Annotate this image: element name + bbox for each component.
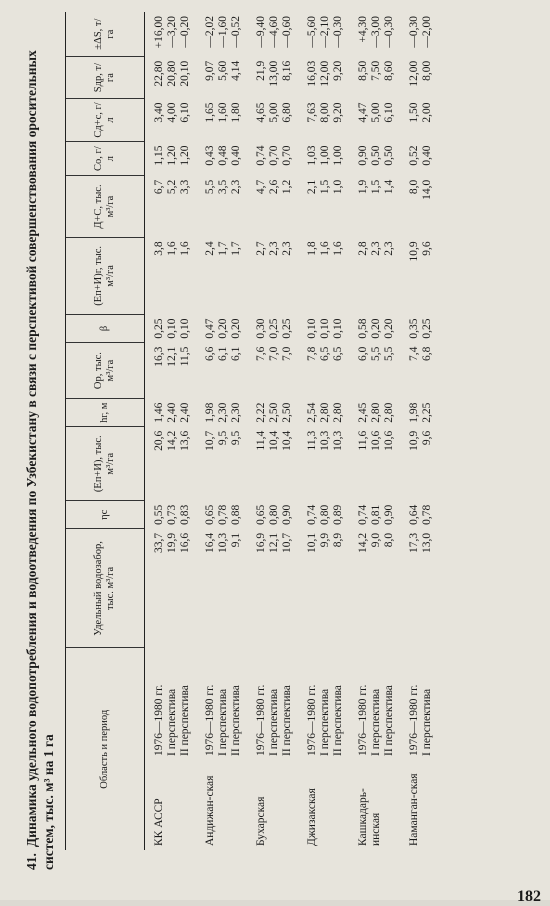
cell-value: 2,80 (370, 402, 382, 423)
cell-value: 4,14 (230, 60, 242, 81)
cell-value: 2,30 (230, 402, 242, 423)
cell-value: 0,52 (408, 145, 420, 166)
cell-value: 0,50 (383, 145, 395, 166)
cell-value: —0,30 (332, 16, 344, 48)
cell-value: 9,9 (319, 532, 331, 548)
cell-value: 0,90 (383, 504, 395, 525)
table-body (145, 12, 435, 850)
cell-value: 0,80 (268, 504, 280, 525)
cell-value: 16,6 (179, 532, 191, 553)
page-number: 182 (517, 888, 541, 905)
cell-value: 12,1 (166, 346, 178, 367)
table-row (243, 12, 268, 850)
table-row (145, 12, 167, 850)
cell-value: 11,4 (255, 430, 267, 451)
rotated-page-content (15, 12, 545, 905)
table-row (383, 12, 396, 850)
region-name: Андижан-ская (204, 775, 216, 846)
cell-value: 0,65 (255, 504, 267, 525)
cell-value: 0,73 (166, 504, 178, 525)
cell-value: 20,80 (166, 60, 178, 87)
cell-value: 0,40 (230, 145, 242, 166)
cell-value: 0,70 (281, 145, 293, 166)
cell-value: 0,10 (319, 318, 331, 339)
period-label: 1976—1980 гг. (204, 684, 216, 756)
cell-value: 7,6 (255, 346, 267, 361)
cell-value: 1,6 (319, 241, 331, 256)
cell-value: 1,8 (306, 241, 318, 256)
region-name: Джизакская (306, 788, 318, 846)
table-row (166, 12, 179, 850)
cell-value: 16,4 (204, 532, 216, 553)
cell-value: 10,9 (408, 241, 420, 262)
cell-value: 16,03 (306, 60, 318, 87)
cell-value: —2,00 (421, 16, 433, 48)
cell-value: 0,47 (204, 318, 216, 339)
cell-value: 0,20 (383, 318, 395, 339)
header-col-1: Удельный водозабор, тыс. м³/га (66, 529, 145, 648)
cell-value: —5,60 (306, 16, 318, 48)
header-col-11: Sдр, т/га (66, 57, 145, 99)
cell-value: 2,3 (268, 241, 280, 256)
cell-value: 0,20 (370, 318, 382, 339)
cell-value: 0,50 (370, 145, 382, 166)
cell-value: 3,8 (153, 241, 165, 256)
cell-value: 1,6 (179, 241, 191, 256)
table-row (179, 12, 192, 850)
cell-value: 17,3 (408, 532, 420, 553)
cell-value: 6,7 (153, 179, 165, 195)
cell-value: 2,00 (421, 102, 433, 123)
table-row (370, 12, 383, 850)
cell-value: 10,1 (306, 532, 318, 553)
cell-value: 0,83 (179, 504, 191, 525)
cell-value: 1,80 (230, 102, 242, 123)
cell-value: 9,20 (332, 102, 344, 123)
cell-value: 2,22 (255, 402, 267, 423)
cell-value: 9,5 (230, 430, 242, 446)
cell-value: —9,40 (255, 16, 267, 48)
cell-value: —4,60 (268, 16, 280, 48)
period-label: I перспектива (319, 688, 331, 756)
cell-value: 0,64 (408, 504, 420, 525)
cell-value: 1,00 (319, 145, 331, 166)
cell-value: 0,30 (255, 318, 267, 339)
cell-value: 14,2 (166, 430, 178, 451)
cell-value: 0,74 (357, 504, 369, 525)
cell-value: 2,40 (179, 402, 191, 423)
table-caption (23, 50, 57, 870)
cell-value: 0,70 (268, 145, 280, 166)
cell-value: 1,6 (332, 241, 344, 256)
cell-value: 0,78 (421, 504, 433, 525)
cell-value: 13,6 (179, 430, 191, 451)
cell-value: 13,00 (268, 60, 280, 87)
cell-value: 4,65 (255, 102, 267, 123)
cell-value: 3,40 (153, 102, 165, 123)
cell-value: 0,25 (421, 318, 433, 339)
cell-value: 12,1 (268, 532, 280, 553)
cell-value: 2,80 (332, 402, 344, 423)
cell-value: 2,80 (319, 402, 331, 423)
cell-value: 10,3 (217, 532, 229, 553)
cell-value: 2,40 (166, 402, 178, 423)
cell-value: 4,47 (357, 102, 369, 123)
region-name: Кашкадарь-инская (357, 788, 382, 846)
cell-value: 1,50 (408, 102, 420, 123)
table-title: Динамика удельного водопотребления и водоотведения по Узбекистану в связи с перспективой совершенствования оросительных систем, тыс. м³ на 1 га (24, 50, 56, 870)
table-row (230, 12, 243, 850)
cell-value: 2,7 (255, 241, 267, 256)
cell-value: 10,9 (408, 430, 420, 451)
cell-value: 1,20 (179, 145, 191, 166)
cell-value: 2,45 (357, 402, 369, 423)
cell-value: —3,00 (370, 16, 382, 48)
cell-value: —0,30 (383, 16, 395, 48)
cell-value: 10,4 (281, 430, 293, 451)
cell-value: —3,20 (166, 16, 178, 48)
cell-value: 8,0 (408, 179, 420, 195)
cell-value: 10,6 (383, 430, 395, 451)
table-row (421, 12, 434, 850)
cell-value: 0,10 (179, 318, 191, 339)
cell-value: 10,3 (319, 430, 331, 451)
period-label: I перспектива (268, 688, 280, 756)
cell-value: 6,0 (357, 346, 369, 361)
period-label: 1976—1980 гг. (306, 684, 318, 756)
cell-value: 2,50 (268, 402, 280, 423)
cell-value: 2,3 (281, 241, 293, 256)
header-col-10: Cд+с, г/л (66, 98, 145, 141)
cell-value: —1,60 (217, 16, 229, 48)
cell-value: 1,60 (217, 102, 229, 123)
cell-value: 0,74 (255, 145, 267, 166)
cell-value: 8,16 (281, 60, 293, 81)
period-label: II перспектива (383, 685, 395, 756)
cell-value: 5,5 (204, 179, 216, 195)
cell-value: +16,00 (153, 16, 165, 49)
cell-value: 1,65 (204, 102, 216, 123)
period-label: 1976—1980 гг. (357, 684, 369, 756)
cell-value: 1,98 (408, 402, 420, 423)
region-name: Наманган-ская (408, 773, 420, 846)
cell-value: 2,4 (204, 241, 216, 256)
cell-value: 8,00 (421, 60, 433, 81)
cell-value: 10,7 (204, 430, 216, 451)
table-header-row (66, 12, 145, 850)
table-row (332, 12, 345, 850)
cell-value: 5,00 (268, 102, 280, 123)
cell-value: 0,88 (230, 504, 242, 525)
cell-value: 0,25 (281, 318, 293, 339)
cell-value: —0,52 (230, 16, 242, 48)
cell-value: 1,2 (281, 179, 293, 195)
cell-value: 2,50 (281, 402, 293, 423)
period-label: II перспектива (179, 685, 191, 756)
cell-value: —0,60 (281, 16, 293, 48)
cell-value: 2,30 (217, 402, 229, 423)
cell-value: 0,43 (204, 145, 216, 166)
cell-value: 1,15 (153, 145, 165, 166)
cell-value: 9,6 (421, 241, 433, 256)
cell-value: 0,55 (153, 504, 165, 525)
cell-value: 1,20 (166, 145, 178, 166)
cell-value: 9,6 (421, 430, 433, 446)
cell-value: 11,6 (357, 430, 369, 451)
cell-value: 5,60 (217, 60, 229, 81)
header-col-5: Oр, тыс. м³/га (66, 343, 145, 399)
cell-value: 0,10 (332, 318, 344, 339)
cell-value: 1,7 (217, 241, 229, 256)
cell-value: +4,30 (357, 16, 369, 43)
cell-value: 2,25 (421, 402, 433, 423)
cell-value: 1,46 (153, 402, 165, 423)
cell-value: 8,0 (383, 532, 395, 548)
period-label: 1976—1980 гг. (153, 684, 165, 756)
cell-value: 6,5 (332, 346, 344, 361)
cell-value: 12,00 (319, 60, 331, 87)
cell-value: 9,0 (370, 532, 382, 548)
cell-value: 3,3 (179, 179, 191, 195)
cell-value: 6,1 (230, 346, 242, 361)
cell-value: 2,80 (383, 402, 395, 423)
table-row (319, 12, 332, 850)
region-name: Бухарская (255, 796, 267, 846)
cell-value: 7,50 (370, 60, 382, 81)
cell-value: 0,90 (357, 145, 369, 166)
cell-value: 2,8 (357, 241, 369, 256)
cell-value: 0,74 (306, 504, 318, 525)
header-col-7: (Eп+И)г, тыс. м³/га (66, 237, 145, 314)
cell-value: 2,6 (268, 179, 280, 195)
cell-value: 4,00 (166, 102, 178, 123)
cell-value: 10,6 (370, 430, 382, 451)
period-label: II перспектива (281, 685, 293, 756)
cell-value: 8,9 (332, 532, 344, 548)
cell-value: 16,3 (153, 346, 165, 367)
header-col-2: ηс (66, 501, 145, 529)
cell-value: 2,3 (230, 179, 242, 195)
header-col-6: β (66, 314, 145, 342)
cell-value: 0,10 (306, 318, 318, 339)
cell-value: 0,48 (217, 145, 229, 166)
cell-value: 0,40 (421, 145, 433, 166)
cell-value: 0,81 (370, 504, 382, 525)
cell-value: 6,5 (319, 346, 331, 361)
table-row (192, 12, 217, 850)
cell-value: 5,2 (166, 179, 178, 195)
cell-value: 0,58 (357, 318, 369, 339)
region-name: КК АССР (153, 798, 165, 846)
cell-value: 9,07 (204, 60, 216, 81)
cell-value: 16,9 (255, 532, 267, 553)
cell-value: 2,54 (306, 402, 318, 423)
table-row (396, 12, 421, 850)
cell-value: 0,20 (217, 318, 229, 339)
cell-value: 8,50 (357, 60, 369, 81)
cell-value: 8,00 (319, 102, 331, 123)
cell-value: 10,7 (281, 532, 293, 553)
table-row (294, 12, 319, 850)
table-row (217, 12, 230, 850)
cell-value: 9,1 (230, 532, 242, 548)
cell-value: 11,3 (306, 430, 318, 451)
table-row (281, 12, 294, 850)
period-label: I перспектива (421, 688, 433, 756)
table-row (345, 12, 370, 850)
cell-value: —0,20 (179, 16, 191, 48)
cell-value: 14,0 (421, 179, 433, 200)
cell-value: 2,1 (306, 179, 318, 195)
cell-value: 5,00 (370, 102, 382, 123)
header-col-9: Cо, г/л (66, 141, 145, 175)
cell-value: 12,00 (408, 60, 420, 87)
cell-value: 3,5 (217, 179, 229, 195)
cell-value: 0,78 (217, 504, 229, 525)
cell-value: 6,6 (204, 346, 216, 361)
cell-value: 9,20 (332, 60, 344, 81)
period-label: II перспектива (332, 685, 344, 756)
period-label: I перспектива (217, 688, 229, 756)
period-label: 1976—1980 гг. (408, 684, 420, 756)
cell-value: 7,0 (281, 346, 293, 361)
cell-value: —2,02 (204, 16, 216, 48)
cell-value: 8,60 (383, 60, 395, 81)
cell-value: 6,10 (179, 102, 191, 123)
cell-value: 7,4 (408, 346, 420, 361)
cell-value: 5,5 (370, 346, 382, 361)
cell-value: 0,65 (204, 504, 216, 525)
header-col-8: Д+С, тыс. м³/га (66, 176, 145, 238)
cell-value: 1,5 (319, 179, 331, 195)
cell-value: 6,10 (383, 102, 395, 123)
cell-value: 1,9 (357, 179, 369, 195)
table-row (268, 12, 281, 850)
period-label: 1976—1980 гг. (255, 684, 267, 756)
cell-value: 0,89 (332, 504, 344, 525)
cell-value: 0,80 (319, 504, 331, 525)
cell-value: 20,6 (153, 430, 165, 451)
cell-value: 7,8 (306, 346, 318, 361)
water-consumption-table (65, 12, 434, 850)
cell-value: 9,5 (217, 430, 229, 446)
cell-value: 6,80 (281, 102, 293, 123)
cell-value: 10,3 (332, 430, 344, 451)
period-label: I перспектива (370, 688, 382, 756)
cell-value: 10,4 (268, 430, 280, 451)
cell-value: 0,90 (281, 504, 293, 525)
cell-value: 4,7 (255, 179, 267, 195)
cell-value: 19,9 (166, 532, 178, 553)
cell-value: 1,0 (332, 179, 344, 195)
cell-value: 33,7 (153, 532, 165, 553)
cell-value: 21,9 (255, 60, 267, 81)
period-label: II перспектива (230, 685, 242, 756)
cell-value: 1,98 (204, 402, 216, 423)
header-region-period: Область и период (66, 648, 145, 850)
cell-value: 0,10 (166, 318, 178, 339)
cell-value: 5,5 (383, 346, 395, 361)
cell-value: 6,1 (217, 346, 229, 361)
cell-value: 1,00 (332, 145, 344, 166)
cell-value: 22,80 (153, 60, 165, 87)
cell-value: 0,35 (408, 318, 420, 339)
table-number: 41. (24, 853, 39, 870)
cell-value: 1,7 (230, 241, 242, 256)
header-col-4: hг, м (66, 399, 145, 427)
cell-value: 14,2 (357, 532, 369, 553)
cell-value: 13,0 (421, 532, 433, 553)
header-col-12: ±ΔS, т/га (66, 12, 145, 57)
cell-value: 0,25 (268, 318, 280, 339)
cell-value: 2,3 (370, 241, 382, 256)
cell-value: 0,25 (153, 318, 165, 339)
cell-value: —0,30 (408, 16, 420, 48)
cell-value: —2,10 (319, 16, 331, 48)
cell-value: 1,5 (370, 179, 382, 195)
cell-value: 6,8 (421, 346, 433, 361)
cell-value: 7,0 (268, 346, 280, 361)
cell-value: 7,63 (306, 102, 318, 123)
header-col-3: (Eп+И), тыс. м³/га (66, 427, 145, 501)
cell-value: 1,4 (383, 179, 395, 195)
period-label: I перспектива (166, 688, 178, 756)
cell-value: 0,20 (230, 318, 242, 339)
cell-value: 2,3 (383, 241, 395, 256)
cell-value: 11,5 (179, 346, 191, 367)
cell-value: 1,6 (166, 241, 178, 256)
cell-value: 1,03 (306, 145, 318, 166)
cell-value: 20,10 (179, 60, 191, 87)
